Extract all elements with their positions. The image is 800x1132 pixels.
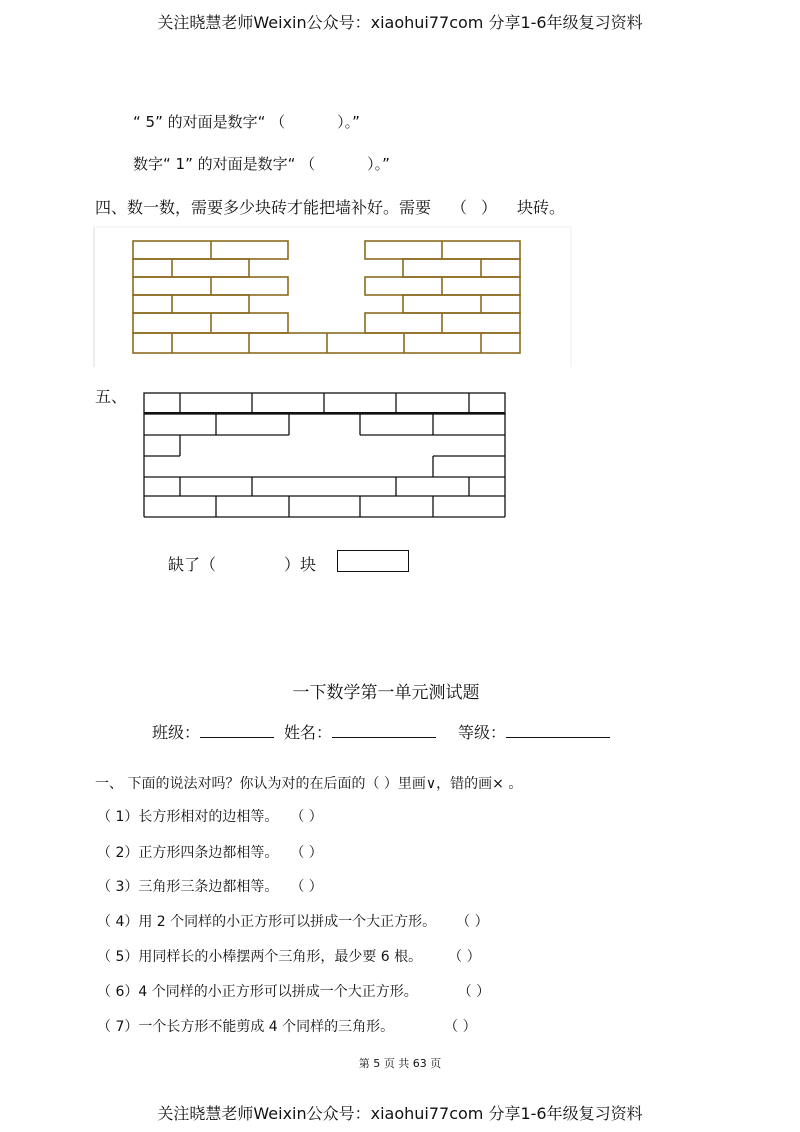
section-4-unit: 块砖。	[517, 198, 566, 217]
cube-q2-prefix: 数字“ 1” 的对面是数字“ （	[133, 155, 316, 173]
list-item	[97, 911, 489, 931]
grade-field[interactable]	[506, 723, 610, 738]
student-info-row	[152, 720, 610, 743]
item-paren[interactable]: （ ）	[457, 984, 491, 1000]
missing-prefix: 缺了（	[168, 555, 217, 574]
list-item	[97, 1016, 477, 1036]
header-banner: 关注晓慧老师Weixin公众号：xiaohui77com 分享1-6年级复习资料	[157, 13, 643, 32]
item-paren[interactable]: （ ）	[290, 809, 323, 825]
item-text: （ 6）4 个同样的小正方形可以拼成一个大正方形。	[97, 984, 418, 1000]
section-4-paren-open: （	[451, 198, 468, 217]
missing-suffix: ）块	[284, 555, 317, 574]
item-text: （ 4）用 2 个同样的小正方形可以拼成一个大正方形。	[97, 914, 437, 930]
item-text: （ 2）正方形四条边都相等。	[97, 845, 279, 861]
cube-q1-prefix: “ 5” 的对面是数字“ （	[133, 113, 286, 131]
item-paren[interactable]: （ ）	[290, 879, 323, 895]
question-1-heading: 一、 下面的说法对吗？你认为对的在后面的（ ）里画∨，错的画× 。	[95, 776, 523, 792]
list-item	[97, 842, 323, 862]
item-text: （ 1）长方形相对的边相等。	[97, 809, 279, 825]
item-text: （ 5）用同样长的小棒摆两个三角形，最少要 6 根。	[97, 949, 423, 965]
footer-banner: 关注晓慧老师Weixin公众号：xiaohui77com 分享1-6年级复习资料	[157, 1104, 643, 1123]
section-5-label: 五、	[95, 387, 128, 406]
section-4-text: 四、数一数，需要多少块砖才能把墙补好。需要	[95, 198, 432, 217]
name-field[interactable]	[332, 723, 436, 738]
item-text: （ 7）一个长方形不能剪成 4 个同样的三角形。	[97, 1019, 395, 1035]
item-paren[interactable]: （ ）	[456, 914, 489, 930]
grade-label: 等级：	[458, 723, 507, 742]
item-paren[interactable]: （ ）	[448, 949, 481, 965]
brick-wall-figure-1	[93, 227, 573, 369]
class-field[interactable]	[200, 723, 274, 738]
answer-box[interactable]	[337, 550, 409, 572]
cube-question-2	[133, 153, 390, 174]
item-paren[interactable]: （ ）	[444, 1019, 477, 1035]
cube-question-1	[133, 111, 360, 132]
list-item	[97, 981, 490, 1001]
list-item	[97, 876, 323, 896]
name-label: 姓名：	[284, 723, 333, 742]
class-label: 班级：	[152, 723, 201, 742]
missing-bricks-question	[168, 552, 316, 575]
cube-q2-suffix: ）。”	[367, 155, 390, 173]
section-4-question	[95, 195, 565, 218]
list-item	[97, 946, 481, 966]
item-paren[interactable]: （ ）	[290, 845, 323, 861]
page-number: 第 5 页 共 63 页	[358, 1057, 442, 1070]
cube-q1-suffix: ）。”	[337, 113, 360, 131]
brick-wall-figure-2	[143, 392, 507, 520]
list-item	[97, 806, 323, 826]
section-4-paren-close: ）	[481, 198, 498, 217]
item-text: （ 3）三角形三条边都相等。	[97, 879, 279, 895]
test-title: 一下数学第一单元测试题	[292, 683, 480, 703]
